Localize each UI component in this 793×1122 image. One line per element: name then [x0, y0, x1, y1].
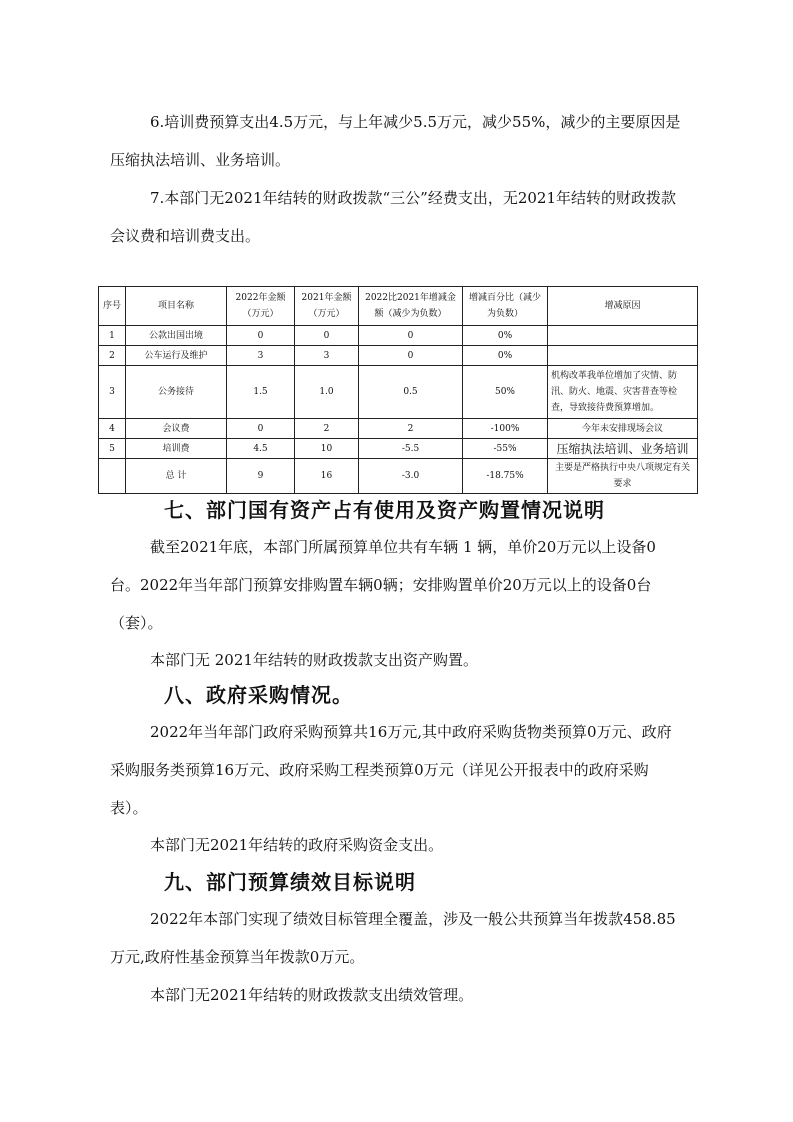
cell-pct: -100%: [463, 419, 548, 439]
table-row: [99, 419, 698, 439]
cell-amt2022: 9: [227, 459, 295, 494]
cell-pct: 50%: [463, 366, 548, 419]
cell-seq: [99, 459, 126, 494]
section-9-paragraph-2: 本部门无2021年结转的财政拨款支出绩效管理。: [150, 986, 474, 1004]
cell-amt2021: 0: [295, 326, 359, 346]
cell-reason: 今年未安排现场会议: [548, 419, 698, 439]
paragraph-training-fee: 6.培训费预算支出4.5万元，与上年减少5.5万元，减少55%，减少的主要原因是压缩执法培训、业务培训。: [110, 113, 681, 169]
cell-amt2021: 16: [295, 459, 359, 494]
cell-name: 公务接待: [126, 366, 227, 419]
cell-diff: 0.5: [359, 366, 463, 419]
section-7-title: 七、部门国有资产占有使用及资产购置情况说明: [164, 498, 605, 522]
header-amt2021: 2021年金额（万元）: [295, 287, 359, 326]
cell-amt2022: 4.5: [227, 439, 295, 459]
cell-seq: 2: [99, 346, 126, 366]
cell-amt2021: 1.0: [295, 366, 359, 419]
cell-reason: 压缩执法培训、业务培训: [548, 439, 698, 459]
cell-amt2022: 3: [227, 346, 295, 366]
cell-name: 公款出国出境: [126, 326, 227, 346]
cell-name: 公车运行及维护: [126, 346, 227, 366]
cell-reason: 主要是严格执行中央八项规定有关要求: [548, 459, 698, 494]
table-total-row: [99, 459, 698, 494]
cell-reason: 机构改革我单位增加了灾情、防汛、防火、地震、灾害普查等检查，导致接待费预算增加。: [548, 366, 698, 419]
table-row: [99, 439, 698, 459]
cell-name: 会议费: [126, 419, 227, 439]
cell-diff: -3.0: [359, 459, 463, 494]
cell-pct: 0%: [463, 346, 548, 366]
cell-amt2022: 1.5: [227, 366, 295, 419]
cell-reason: [548, 326, 698, 346]
cell-diff: 0: [359, 346, 463, 366]
cell-amt2022: 0: [227, 419, 295, 439]
cell-seq: 1: [99, 326, 126, 346]
cell-diff: -5.5: [359, 439, 463, 459]
table-row: [99, 346, 698, 366]
header-amt2022: 2022年金额（万元）: [227, 287, 295, 326]
cell-diff: 0: [359, 326, 463, 346]
cell-amt2021: 2: [295, 419, 359, 439]
header-reason: 增减原因: [548, 287, 698, 326]
cell-amt2021: 3: [295, 346, 359, 366]
cell-reason: [548, 346, 698, 366]
header-diff: 2022比2021年增减金额（减少为负数）: [359, 287, 463, 326]
cell-pct: 0%: [463, 326, 548, 346]
cell-seq: 4: [99, 419, 126, 439]
table-row: [99, 366, 698, 419]
cell-diff: 2: [359, 419, 463, 439]
table-row: [99, 326, 698, 346]
cell-pct: -55%: [463, 439, 548, 459]
section-8-title: 八、政府采购情况。: [164, 683, 353, 707]
table-header-row: [99, 287, 698, 326]
section-9-paragraph-1: 2022年本部门实现了绩效目标管理全覆盖，涉及一般公共预算当年拨款458.85万元,政府性基金预算当年拨款0万元。: [110, 910, 676, 966]
cell-seq: 3: [99, 366, 126, 419]
header-seq: 序号: [99, 287, 126, 326]
section-7-paragraph-1: 截至2021年底，本部门所属预算单位共有车辆 1 辆，单价20万元以上设备0台。2022年当年部门预算安排购置车辆0辆；安排购置单价20万元以上的设备0台（套）。: [110, 538, 656, 632]
section-8-paragraph-2: 本部门无2021年结转的政府采购资金支出。: [150, 836, 444, 854]
paragraph-carryover-note: 7.本部门无2021年结转的财政拨款“三公”经费支出，无2021年结转的财政拨款会议费和培训费支出。: [110, 189, 676, 245]
section-9-title: 九、部门预算绩效目标说明: [164, 870, 416, 894]
section-7-paragraph-2: 本部门无 2021年结转的财政拨款支出资产购置。: [150, 651, 478, 669]
cell-amt2021: 10: [295, 439, 359, 459]
header-pct: 增减百分比（减少为负数）: [463, 287, 548, 326]
section-8-paragraph-1: 2022年当年部门政府采购预算共16万元,其中政府采购货物类预算0万元、政府采购服务类预算16万元、政府采购工程类预算0万元（详见公开报表中的政府采购表）。: [110, 723, 672, 817]
cell-name: 培训费: [126, 439, 227, 459]
cell-amt2022: 0: [227, 326, 295, 346]
cell-name: 总 计: [126, 459, 227, 494]
header-name: 项目名称: [126, 287, 227, 326]
cell-seq: 5: [99, 439, 126, 459]
three-public-expenses-table: [98, 286, 698, 494]
cell-pct: -18.75%: [463, 459, 548, 494]
